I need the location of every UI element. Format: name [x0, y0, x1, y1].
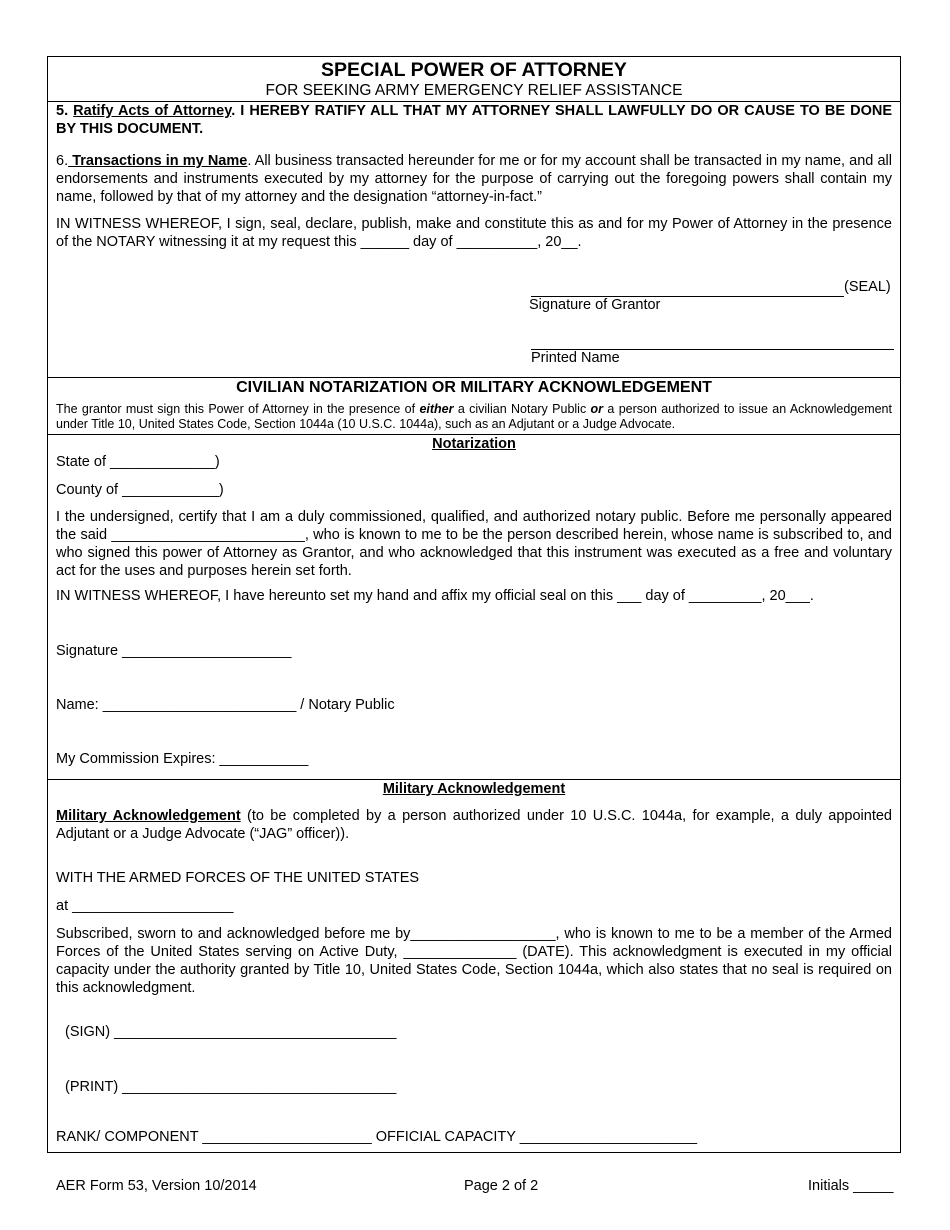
footer-initials[interactable]: Initials _____ — [808, 1178, 894, 1194]
military-heading: Military Acknowledgement — [382, 781, 566, 797]
military-intro-text: (to be completed by a person authorized under 10 U.S.C. 1044a, for example, a duly appointed Adjutant or a Judge Advocate (“JAG” officer)). — [56, 808, 892, 842]
notarization-section — [48, 435, 900, 780]
section-6 — [56, 152, 892, 206]
form-header — [48, 57, 900, 102]
military-intro — [56, 807, 892, 843]
section-5-number: 5. — [56, 103, 74, 119]
civilian-either: either — [419, 402, 454, 416]
section-6-number: 6. — [56, 153, 69, 169]
power-of-attorney-form — [47, 56, 901, 1153]
print-field[interactable]: (PRINT) __________________________________ — [65, 1079, 397, 1095]
section-5-heading: Ratify Acts of Attorney — [73, 103, 232, 119]
grantor-signature-label: Signature of Grantor — [529, 297, 661, 313]
section-6-heading: Transactions in my Name — [68, 153, 248, 169]
notary-name-field[interactable]: Name: ________________________ / Notary Public — [56, 697, 395, 713]
notarization-heading: Notarization — [432, 436, 516, 452]
armed-forces-text: WITH THE ARMED FORCES OF THE UNITED STATES — [56, 870, 420, 886]
notary-witness-text: IN WITNESS WHEREOF, I have hereunto set my hand and affix my official seal on this ___ day of _________, 20___. — [56, 588, 814, 604]
military-label: Military Acknowledgement — [56, 808, 241, 824]
subscribed-text: Subscribed, sworn to and acknowledged before me by__________________, who is known to me to be a member of the Armed Forces of the United States serving on Active Duty, ______________ (DATE). This acknowledgment is executed in my official capacity under the authority granted by Title 10, United States Code, Section 1044a, which also states that no seal is required on this acknowledgment. — [56, 926, 892, 996]
seal-label: (SEAL) — [844, 279, 891, 295]
civilian-text-b: a civilian Notary Public — [453, 402, 591, 416]
notary-certify-text: I the undersigned, certify that I am a duly commissioned, qualified, and authorized notary public. Before me personally appeared the said ________________________, who is known to me to be the person described herein, whose name is subscribed to, and who signed this power of Attorney as Grantor, and who acknowledged that this instrument was executed as a free and voluntary act for the uses and purposes herein set forth. — [56, 509, 892, 579]
civilian-text-a: The grantor must sign this Power of Attorney in the presence of — [56, 402, 420, 416]
state-field[interactable]: State of _____________) — [56, 454, 220, 470]
grantor-section — [48, 102, 900, 378]
printed-name-label: Printed Name — [531, 350, 620, 366]
civilian-or: or — [590, 402, 604, 416]
page-title: SPECIAL POWER OF ATTORNEY — [321, 59, 627, 81]
civilian-text-c: a person authorized to issue an Acknowledgement under Title 10, United States Code, Section 1044a (10 U.S.C. 1044a), such as an Adjutant or a Judge Advocate. — [56, 402, 892, 431]
sign-field[interactable]: (SIGN) ___________________________________ — [65, 1024, 397, 1040]
section-5 — [56, 102, 892, 138]
grantor-witness-text: IN WITNESS WHEREOF, I sign, seal, declare, publish, make and constitute this as and for my Power of Attorney in the presence of the NOTARY witnessing it at my request this ______ day of __________, 20__. — [56, 216, 892, 250]
military-section — [48, 780, 900, 1154]
at-location-field[interactable]: at ____________________ — [56, 898, 234, 914]
county-field[interactable]: County of ____________) — [56, 482, 224, 498]
notary-signature-field[interactable]: Signature _____________________ — [56, 643, 292, 659]
footer-form-version: AER Form 53, Version 10/2014 — [56, 1178, 257, 1194]
civilian-heading: CIVILIAN NOTARIZATION OR MILITARY ACKNOWLEDGEMENT — [236, 379, 712, 396]
page-subtitle: FOR SEEKING ARMY EMERGENCY RELIEF ASSISTANCE — [265, 82, 683, 99]
section-5-text: . I HEREBY RATIFY ALL THAT MY ATTORNEY SHALL LAWFULLY DO OR CAUSE TO BE DONE BY THIS DOCUMENT. — [56, 103, 892, 137]
rank-capacity-field[interactable]: RANK/ COMPONENT _____________________ OFFICIAL CAPACITY ______________________ — [56, 1129, 698, 1145]
civilian-section — [48, 378, 900, 435]
civilian-instructions — [56, 402, 892, 432]
commission-expires-field[interactable]: My Commission Expires: ___________ — [56, 751, 309, 767]
footer-page-number: Page 2 of 2 — [464, 1178, 539, 1194]
section-6-text: . All business transacted hereunder for me or for my account shall be transacted in my name, and all endorsements and instruments executed by my attorney for the purpose of carrying out the foregoing powers shall contain my name, followed by that of my attorney and the designation “attorney-in-fact.” — [56, 153, 892, 205]
